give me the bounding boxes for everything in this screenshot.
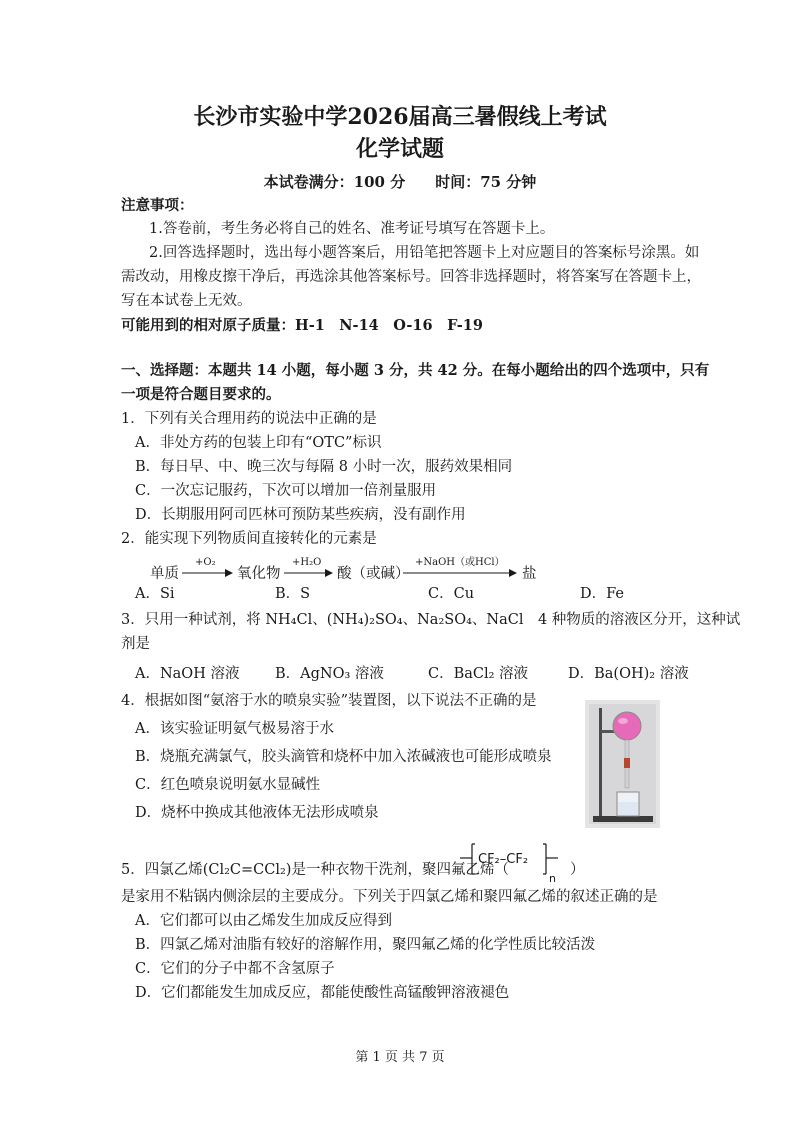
q1-option-c: C．一次忘记服药，下次可以增加一倍剂量服用: [135, 483, 437, 499]
polytetrafluoroethylene-formula: [458, 836, 568, 886]
q4-stem: 4．根据如图“氨溶于水的喷泉实验”装置图，以下说法不正确的是: [121, 693, 537, 709]
chain-salt: 盐: [522, 566, 537, 582]
q5-option-d: D．它们都能发生加成反应，都能使酸性高锰酸钾溶液褪色: [135, 985, 510, 1001]
q3-option-c: C．BaCl₂ 溶液: [428, 666, 529, 682]
q4-option-c: C．红色喷泉说明氨水显碱性: [135, 777, 321, 793]
page-number: 第 1 页 共 7 页: [355, 1050, 445, 1065]
q2-conversion-chain: [150, 552, 570, 582]
atomic-mass: 可能用到的相对原子质量：H-1 N-14 O-16 F-19: [121, 317, 483, 334]
fountain-experiment-image: [585, 700, 660, 828]
q1-option-b: B．每日早、中、晚三次与每隔 8 小时一次，服药效果相同: [135, 459, 513, 475]
q4-option-b: B．烧瓶充满氯气，胶头滴管和烧杯中加入浓碱液也可能形成喷泉: [135, 749, 552, 765]
section-heading-cont: 一项是符合题目要求的。: [121, 386, 281, 403]
note-item-2-line3: 写在本试卷上无效。: [121, 293, 252, 309]
q3-option-d: D．Ba(OH)₂ 溶液: [568, 666, 689, 682]
subject-title: 化学试题: [355, 136, 444, 162]
q5-stem-close: ）: [570, 862, 585, 878]
q1-option-d: D．长期服用阿司匹林可预防某些疾病，没有副作用: [135, 507, 466, 523]
notes-heading: 注意事项：: [121, 197, 194, 214]
note-item-2-line1: 2.回答选择题时，选出每小题答案后，用铅笔把答题卡上对应题目的答案标号涂黑。如: [149, 245, 700, 261]
q5-stem: 5．四氯乙烯(Cl₂C=CCl₂)是一种衣物干洗剂，聚四氟乙烯（: [121, 862, 509, 878]
chain-acid-or-base: 酸（或碱）: [337, 566, 410, 582]
q2-option-b: B．S: [275, 586, 311, 602]
chain-arrow-2-label: +H₂O: [292, 557, 322, 568]
q3-option-b: B．AgNO₃ 溶液: [275, 666, 384, 682]
q2-stem: 2．能实现下列物质间直接转化的元素是: [121, 531, 377, 547]
q1-option-a: A．非处方药的包装上印有“OTC”标识: [135, 435, 382, 451]
note-item-1: 1.答卷前，考生务必将自己的姓名、准考证号填写在答题卡上。: [149, 221, 555, 237]
q5-option-b: B．四氯乙烯对油脂有较好的溶解作用，聚四氟乙烯的化学性质比较活泼: [135, 937, 596, 953]
chain-arrow-3-label: +NaOH（或HCl）: [415, 557, 505, 568]
q3-option-a: A．NaOH 溶液: [135, 666, 240, 682]
section-heading: 一、选择题：本题共 14 小题，每小题 3 分，共 42 分。在每小题给出的四个选项中，只有: [121, 362, 710, 379]
q2-option-a: A．Si: [135, 586, 175, 602]
q1-stem: 1．下列有关合理用药的说法中正确的是: [121, 411, 377, 427]
q3-stem-cont: 剂是: [121, 636, 150, 652]
q4-option-d: D．烧杯中换成其他液体无法形成喷泉: [135, 805, 379, 821]
exam-title: 长沙市实验中学2026届高三暑假线上考试: [193, 104, 607, 130]
q2-option-d: D．Fe: [580, 586, 624, 602]
exam-meta: 本试卷满分：100 分 时间：75 分钟: [263, 173, 537, 191]
q2-option-c: C．Cu: [428, 586, 475, 602]
q3-stem: 3．只用一种试剂，将 NH₄Cl、(NH₄)₂SO₄、Na₂SO₄、NaCl 4 种物质的溶液区分开，这种试: [121, 612, 741, 628]
chain-arrow-1-label: +O₂: [195, 557, 216, 568]
chain-simple-substance: 单质: [150, 566, 179, 582]
chain-oxide: 氧化物: [237, 566, 281, 582]
q4-option-a: A．该实验证明氨气极易溶于水: [135, 721, 334, 737]
polymer-n: n: [549, 872, 556, 885]
polymer-repeat-unit: CF₂–CF₂: [478, 852, 529, 867]
note-item-2-line2: 需改动，用橡皮擦干净后，再选涂其他答案标号。回答非选择题时，将答案写在答题卡上，: [121, 269, 701, 285]
q5-stem-cont: 是家用不粘锅内侧涂层的主要成分。下列关于四氯乙烯和聚四氟乙烯的叙述正确的是: [121, 889, 658, 905]
q5-option-c: C．它们的分子中都不含氢原子: [135, 961, 335, 977]
q5-option-a: A．它们都可以由乙烯发生加成反应得到: [135, 913, 392, 929]
